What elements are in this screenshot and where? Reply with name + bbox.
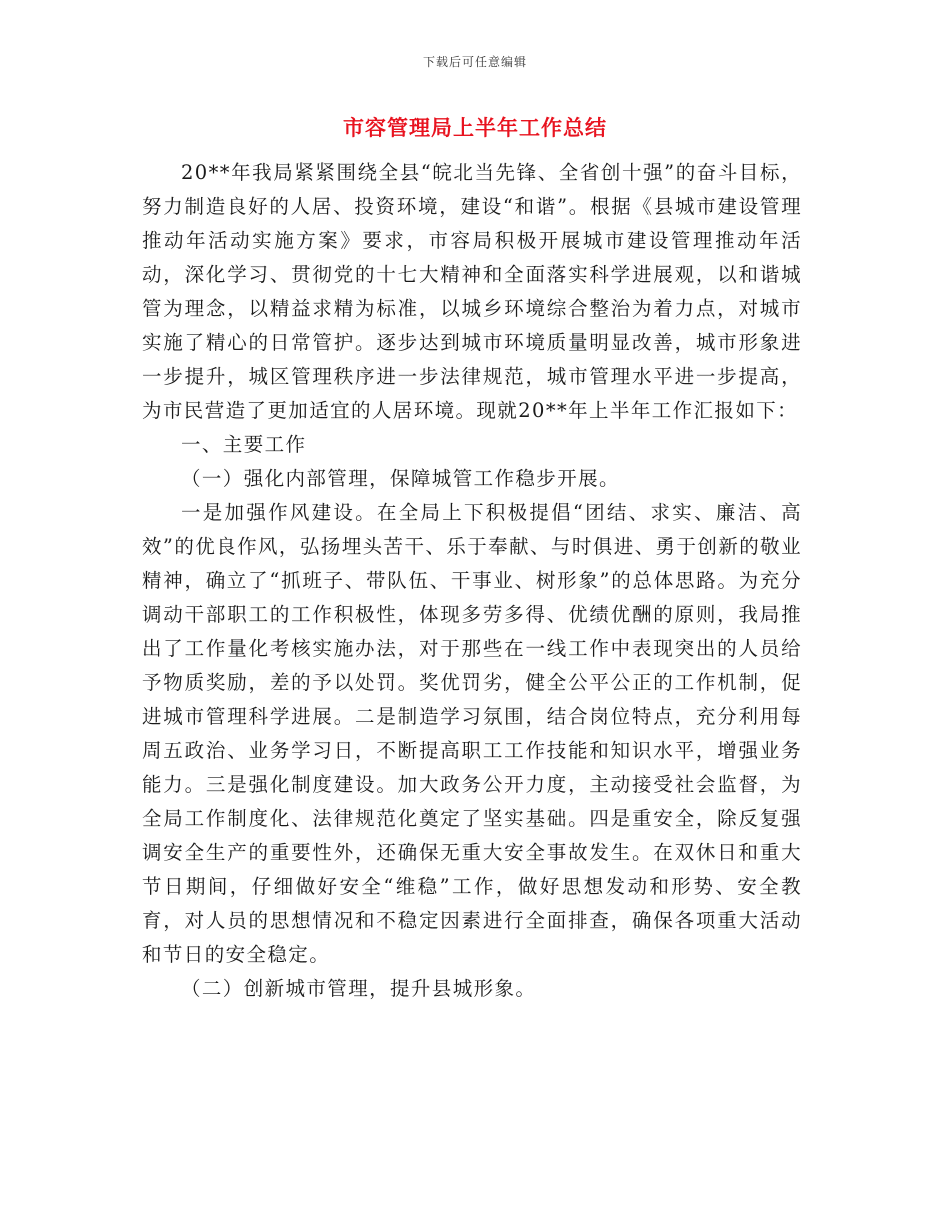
subsection-1-paragraph: 一是加强作风建设。在全局上下积极提倡“团结、求实、廉洁、高效”的优良作风，弘扬埋头苦干、乐于奉献、与时俱进、勇于创新的敬业精神，确立了“抓班子、带队伍、干事业、树形象”的总体思路。为充分调动干部职工的工作积极性，体现多劳多得、优绩优酬的原则，我局推出了工作量化考核实施办法，对于那些在一线工作中表现突出的人员给予物质奖励，差的予以处罚。奖优罚劣，健全公平公正的工作机制，促进城市管理科学进展。二是制造学习氛围，结合岗位特点，充分利用每周五政治、业务学习日，不断提高职工工作技能和知识水平，增强业务能力。三是强化制度建设。加大政务公开力度，主动接受社会监督，为全局工作制度化、法律规范化奠定了坚实基础。四是重安全，除反复强调安全生产的重要性外，还确保无重大安全事故发生。在双休日和重大节日期间，仔细做好安全“维稳”工作，做好思想发动和形势、安全教育，对人员的思想情况和不稳定因素进行全面排查，确保各项重大活动和节日的安全稳定。 bbox=[142, 501, 802, 966]
intro-paragraph: 20**年我局紧紧围绕全县“皖北当先锋、全省创十强”的奋斗目标，努力制造良好的人居、投资环境，建设“和谐”。根据《县城市建设管理推动年活动实施方案》要求，市容局积极开展城市建设管理推动年活动，深化学习、贯彻党的十七大精神和全面落实科学进展观，以和谐城管为理念，以精益求精为标准，以城乡环境综合整治为着力点，对城市实施了精心的日常管护。逐步达到城市环境质量明显改善，城市形象进一步提升，城区管理秩序进一步法律规范，城市管理水平进一步提高，为市民营造了更加适宜的人居环境。现就20**年上半年工作汇报如下： bbox=[142, 161, 802, 422]
subsection-heading-2: （二）创新城市管理，提升县城形象。 bbox=[181, 977, 537, 1000]
section-heading-main-work: 一、主要工作 bbox=[181, 433, 307, 456]
document-title: 市容管理局上半年工作总结 bbox=[343, 115, 607, 140]
document-body bbox=[142, 156, 802, 1006]
page-header-note: 下载后可任意编辑 bbox=[422, 55, 527, 69]
subsection-heading-1: （一）强化内部管理，保障城管工作稳步开展。 bbox=[181, 467, 620, 490]
